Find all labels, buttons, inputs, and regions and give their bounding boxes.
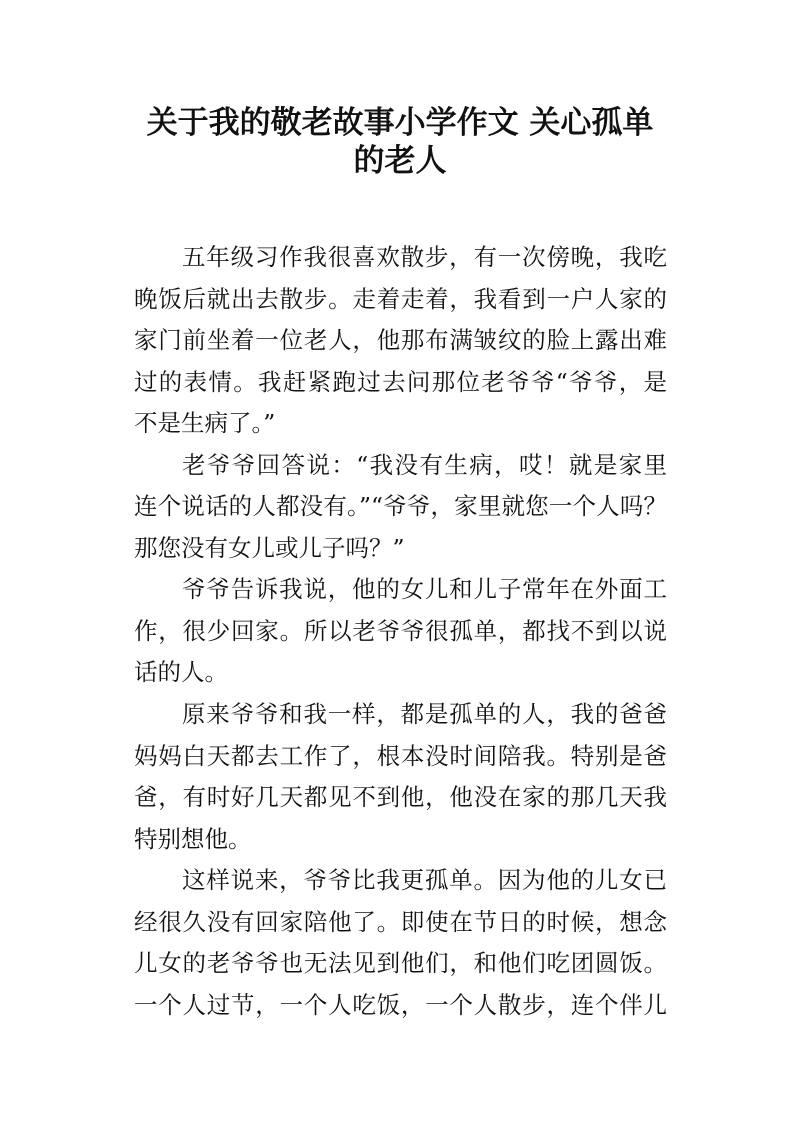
document-title — [110, 104, 690, 180]
paragraph — [134, 445, 667, 570]
text-line: 话的人。 — [134, 658, 228, 687]
text-line: 儿女的老爷爷也无法见到他们，和他们吃团圆饭。 — [134, 949, 667, 978]
text-line: 不是生病了。” — [134, 409, 276, 438]
text-line: 一个人过节，一个人吃饭，一个人散步，连个伴儿 — [134, 990, 667, 1019]
text-line: 家门前坐着一位老人，他那布满皱纹的脸上露出难 — [134, 326, 667, 355]
paragraph — [134, 694, 667, 860]
text-line: 妈妈白天都去工作了，根本没时间陪我。特别是爸 — [134, 741, 667, 770]
text-line: 晚饭后就出去散步。走着走着，我看到一户人家的 — [134, 284, 667, 313]
paragraph — [134, 860, 667, 1026]
text-line: 老爷爷回答说：“我没有生病，哎！就是家里 — [182, 450, 667, 479]
text-line: 连个说话的人都没有。”“爷爷，家里就您一个人吗？ — [134, 492, 667, 521]
paragraph — [134, 569, 667, 694]
text-line: 这样说来，爷爷比我更孤单。因为他的儿女已 — [182, 866, 667, 895]
text-line: 爷爷告诉我说，他的女儿和儿子常年在外面工 — [182, 575, 667, 604]
text-line: 特别想他。 — [134, 824, 252, 853]
document-body — [134, 237, 667, 1026]
paragraph — [134, 237, 667, 445]
text-line: 作，很少回家。所以老爷爷很孤单，都找不到以说 — [134, 616, 667, 645]
text-line: 五年级习作我很喜欢散步，有一次傍晚，我吃 — [182, 243, 667, 271]
title-line: 的老人 — [353, 143, 447, 179]
title-line: 关于我的敬老故事小学作文 关心孤单 — [146, 105, 654, 141]
text-line: 过的表情。我赶紧跑过去问那位老爷爷“爷爷，是 — [134, 367, 667, 396]
text-line: 爸，有时好几天都见不到他，他没在家的那几天我 — [134, 783, 667, 812]
text-line: 经很久没有回家陪他了。即使在节日的时候，想念 — [134, 907, 667, 936]
text-line: 原来爷爷和我一样，都是孤单的人，我的爸爸 — [182, 700, 667, 729]
text-line: 那您没有女儿或儿子吗？” — [134, 533, 405, 562]
